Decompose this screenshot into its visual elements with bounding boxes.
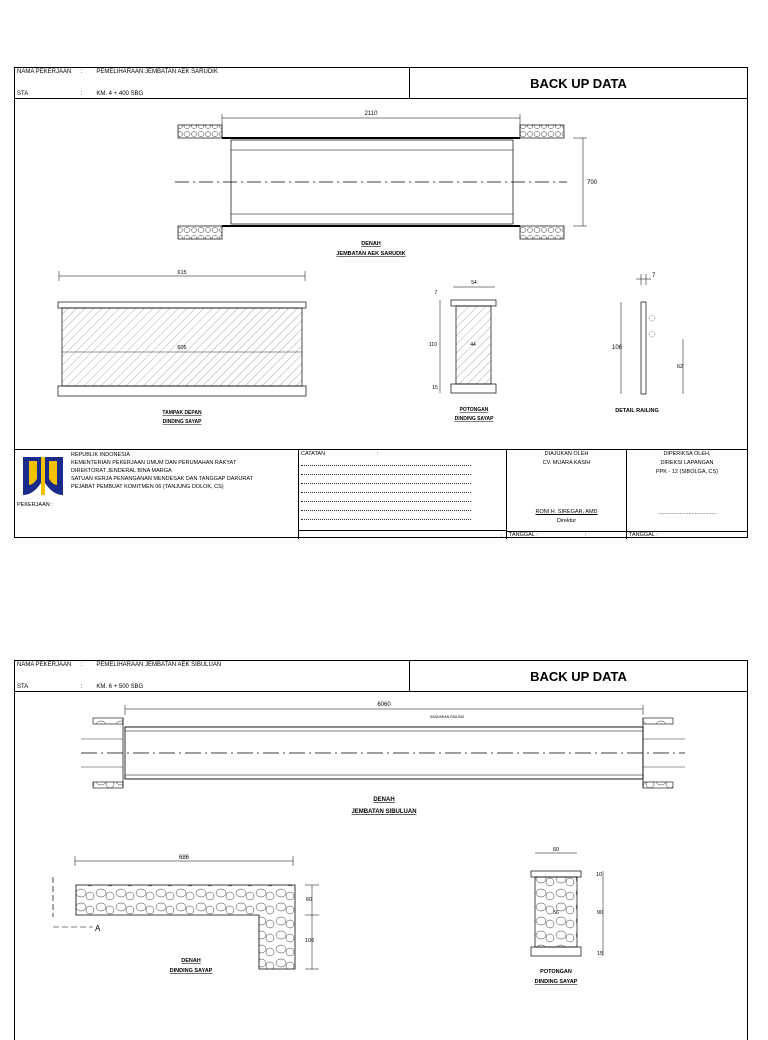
drawing-area — [15, 691, 747, 1025]
section-height: 110 — [429, 342, 437, 348]
signature-line: ...................................... — [657, 510, 717, 516]
plan-length: 2110 — [364, 111, 378, 117]
agency-line: PEJABAT PEMBUAT KOMITMEN 06 (TANJUNG DOLOK, CS) — [71, 484, 224, 490]
note-line — [301, 474, 471, 475]
sheet-title: BACK UP DATA — [530, 668, 627, 684]
direksi-label: DIREKSI LAPANGAN — [660, 460, 714, 466]
nama-value: PEMELIHARAAN JEMBATAN AEK SIBULUAN — [96, 662, 222, 668]
plan-caption-1: DENAH — [361, 241, 381, 247]
project-info — [15, 661, 410, 691]
section-inner: 56 — [553, 910, 559, 916]
pu-logo-icon — [21, 455, 65, 497]
section-caption-1: POTONGAN — [459, 407, 489, 413]
separator: : — [80, 662, 83, 668]
nama-label: NAMA PEKERJAAN — [17, 662, 72, 668]
wall-caption-2: DINDING SAYAP — [169, 968, 213, 974]
elevation-caption-1: TAMPAK DEPAN — [162, 410, 202, 416]
plan-caption-1: DENAH — [373, 797, 395, 803]
sheet-title: BACK UP DATA — [530, 75, 627, 91]
title-block — [15, 449, 747, 539]
wingwall-elevation — [58, 270, 306, 425]
company-name: CV. MUARA KASIH — [542, 460, 591, 466]
elevation-inner: 605 — [177, 345, 187, 351]
section-inner: 44 — [470, 342, 476, 348]
plan-length: 6060 — [377, 702, 391, 708]
notes-bottom-row — [299, 530, 506, 539]
sta-label: STA — [17, 91, 29, 97]
tanggal-row — [507, 531, 626, 539]
rail-caption: DETAIL RAILING — [615, 408, 659, 414]
separator: : — [80, 684, 83, 690]
note-line — [301, 501, 471, 502]
agency-line: KEMENTERIAN PEKERJAAN UMUM DAN PERUMAHAN RAKYAT — [71, 460, 237, 466]
diperiksa-label: DIPERIKSA OLEH, — [663, 451, 711, 457]
pekerjaan-label: PEKERJAAN : — [17, 502, 53, 508]
tanggal-row: TANGGAL : — [627, 531, 747, 539]
nama-value: PEMELIHARAAN JEMBATAN AEK SARUDIK — [96, 69, 218, 75]
sta-value: KM. 4 + 400 SBG — [96, 91, 144, 97]
ppk-label: PPK - 12 (SIBOLGA, CS) — [655, 469, 719, 475]
wingwall-plan — [53, 855, 319, 974]
sta-value: KM. 6 + 500 SBG — [96, 684, 144, 690]
plan-caption-2: JEMBATAN SIBULUAN — [351, 809, 417, 815]
submitted-block — [507, 450, 627, 539]
notes-bottom-colon: : — [500, 533, 502, 539]
railing-note: SANDARAN RAILING — [429, 715, 465, 719]
sheet-header — [15, 68, 747, 99]
wall-top: 60 — [306, 897, 313, 903]
drawing-area — [15, 98, 747, 449]
section-cap-top: 7 — [434, 290, 438, 296]
agency-block — [15, 450, 299, 539]
checked-block — [627, 450, 747, 539]
elevation-caption-2: DINDING SAYAP — [162, 419, 202, 425]
signer-name: RONI H. SIREGAR, AMD — [535, 509, 598, 515]
project-info — [15, 68, 410, 98]
separator: : — [80, 69, 83, 75]
diajukan-label: DIAJUKAN OLEH — [544, 451, 589, 457]
plan-width: 700 — [587, 180, 598, 186]
section-mark-a: A — [95, 924, 101, 933]
section-caption-2: DINDING SAYAP — [534, 979, 578, 985]
rail-height: 106 — [611, 345, 623, 351]
note-line — [301, 483, 471, 484]
sheet-header — [15, 661, 747, 692]
bridge-plan — [81, 702, 685, 815]
wall-height: 106 — [305, 938, 315, 944]
agency-line: DIREKTORAT JENDERAL BINA MARGA — [71, 468, 172, 474]
wall-caption-1: DENAH — [181, 958, 201, 964]
tanggal-colon: : — [585, 532, 587, 538]
note-line — [301, 519, 471, 520]
section-cap-bottom: 15 — [597, 951, 604, 957]
elevation-length: 615 — [177, 270, 187, 276]
notes-block — [299, 450, 507, 539]
note-line — [301, 465, 471, 466]
catatan-colon: : — [377, 451, 379, 457]
drawing-sheet-1 — [14, 67, 748, 538]
plan-caption-2: JEMBATAN AEK SARUDIK — [336, 251, 406, 257]
section-height: 90 — [597, 910, 604, 916]
tanggal-label: TANGGAL : — [509, 532, 538, 538]
note-line — [301, 510, 471, 511]
catatan-label: CATATAN — [301, 451, 326, 457]
agency-line: SATUAN KERJA PENANGANAN MENDESAK DAN TANGGAP DARURAT — [71, 476, 253, 482]
nama-label: NAMA PEKERJAAN — [17, 69, 72, 75]
agency-line: REPUBLIK INDONESIA — [71, 452, 130, 458]
wingwall-section — [429, 280, 496, 422]
wall-length: 686 — [178, 855, 190, 861]
signer-role: Direktur — [556, 518, 577, 524]
section-top: 60 — [552, 847, 560, 853]
bridge-plan — [175, 111, 598, 257]
separator: : — [80, 91, 83, 97]
agency-lines — [71, 451, 253, 491]
wingwall-section — [531, 847, 603, 985]
sta-label: STA — [17, 684, 29, 690]
railing-detail — [612, 273, 683, 414]
section-caption-2: DINDING SAYAP — [454, 416, 494, 422]
section-cap-bottom: 15 — [432, 385, 438, 391]
rail-lower: 62 — [677, 364, 684, 370]
note-line — [301, 492, 471, 493]
section-top: 54 — [471, 280, 477, 286]
section-caption-1: POTONGAN — [540, 969, 572, 975]
drawing-sheet-2 — [14, 660, 748, 1040]
rail-top: 7 — [652, 273, 656, 279]
section-cap-top: 10 — [596, 872, 603, 878]
